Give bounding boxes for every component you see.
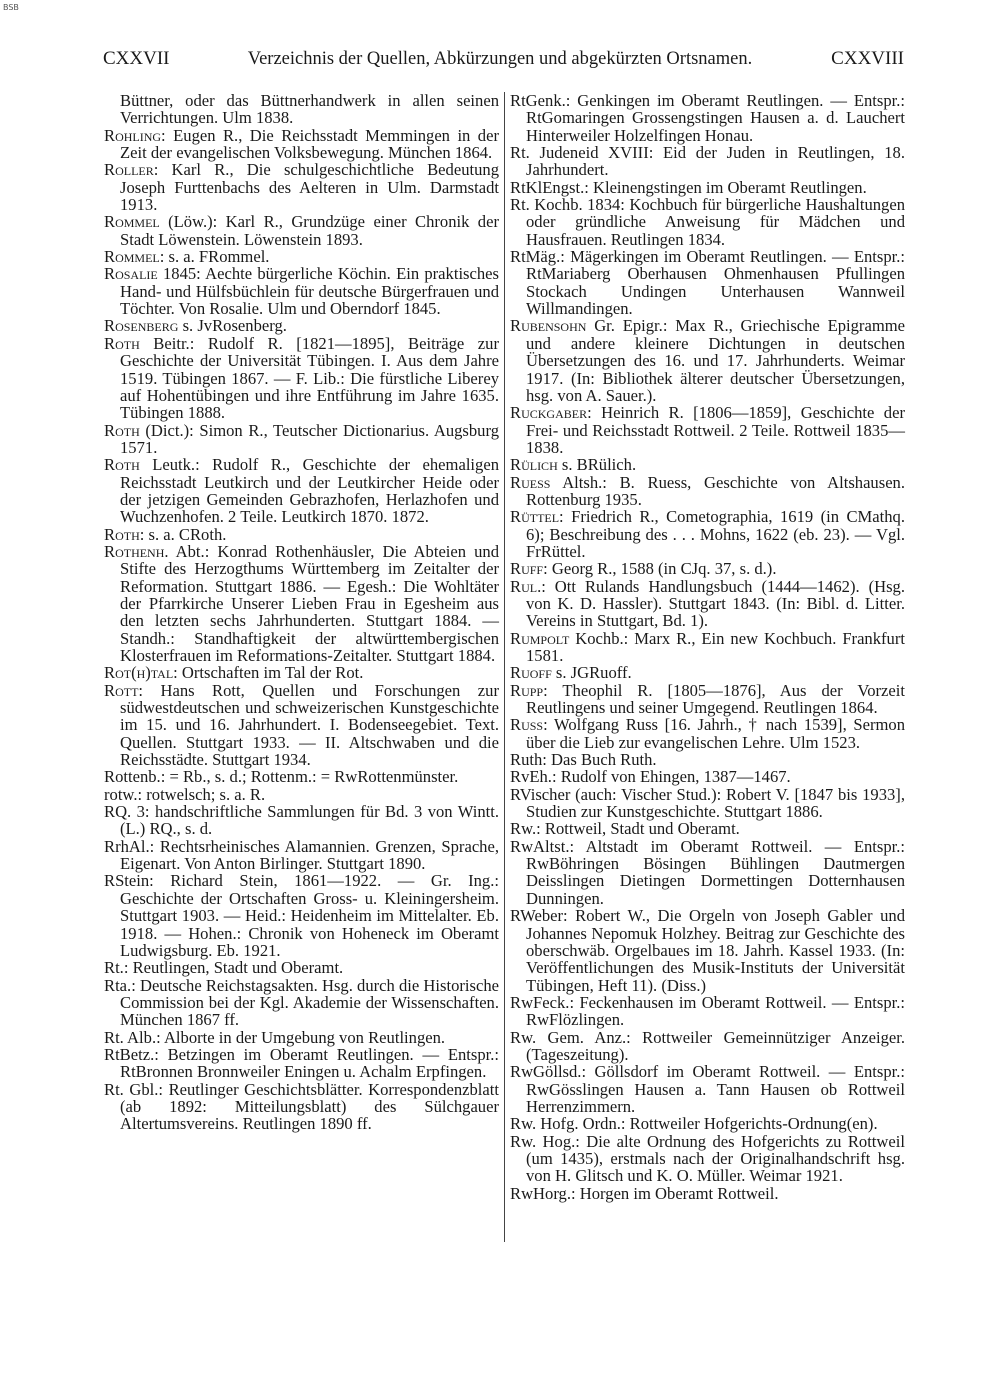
entry-text: RwAltst.: Altstadt im Oberamt Rottweil. — Entspr.: RwBöhringen Bösingen Bühlingen Dautmergen Deisslingen Dietingen Dormettingen Dotternhausen Dunningen. (510, 836, 905, 908)
index-entry (510, 144, 905, 179)
entry-siglum: Ruff: (510, 559, 548, 579)
entry-siglum: Rülich (510, 455, 558, 475)
entry-text: Rw. Hog.: Die alte Ordnung des Hofgerichts zu Rottweil (um 1435), erstmals nach der Originalhandschrift hsg. von H. Glitsch und K. O. Müller. Weimar 1921. (510, 1131, 905, 1186)
index-entry (510, 716, 905, 751)
entry-siglum: Rosenberg (104, 316, 179, 336)
index-entry (510, 1185, 905, 1202)
entry-siglum: Rohling: (104, 125, 166, 145)
entry-siglum: Rubensohn (510, 316, 587, 336)
entry-text: Rw.: Rottweil, Stadt und Oberamt. (510, 819, 740, 839)
entry-siglum: Rommel: (104, 247, 165, 267)
entry-siglum: Russ: (510, 715, 548, 735)
index-entry (510, 1115, 905, 1132)
index-entry (510, 404, 905, 456)
index-entry (104, 664, 499, 681)
entry-siglum: Rott: (104, 680, 144, 700)
index-entry (104, 422, 499, 457)
entry-text: Abt.: Konrad Rothenhäusler, Die Abteien und Stifte des Herzogthums Württemberg im Zeitalter der Reformation. Stuttgart 1886. — Egesh.: Die Wohltäter der Pfarrkirche Unserer Lieben Frau in Egesheim aus den letzten sechs Jahrhunderten. Stuttgart 1884. — Standh.: Standhaftigkeit der altwürttembergischen Klosterfrauen im Reformations-Zeitalter. Stuttgart 1884. (120, 541, 499, 665)
entry-text: Leutk.: Rudolf R., Geschichte der ehemaligen Reichsstadt Leutkirch und der Leutkircher Heide oder der jetzigen Gemeinden Gebrazhofen, Herlazhofen und Wuchzenhofen. 2 Teile. Leutkirch 1870. 1872. (120, 455, 499, 527)
entry-text: RtMäg.: Mägerkingen im Oberamt Reutlingen. — Entspr.: RtMariaberg Oberhausen Ohmenhausen Pfullingen Stockach Undingen Unterhausen Wannweil Willmandingen. (510, 247, 905, 319)
entry-text: RQ. 3: handschriftliche Sammlungen für Bd. 3 von Wintt. (L.) RQ., s. d. (104, 802, 499, 839)
entry-text: Rw. Hofg. Ordn.: Rottweiler Hofgerichts-Ordnung(en). (510, 1114, 878, 1134)
index-entry (104, 317, 499, 334)
entry-text: Altsh.: B. Ruess, Geschichte von Altshausen. Rottenburg 1935. (526, 472, 905, 509)
entry-text: Heinrich R. [1806—1859], Geschichte der Frei- und Reichsstadt Rottweil. 2 Teile. Rottweil 1835—1838. (526, 403, 905, 457)
index-entry (510, 1029, 905, 1064)
index-entry (104, 959, 499, 976)
entry-siglum: Rupp: (510, 680, 548, 700)
index-entry (104, 838, 499, 873)
entry-text: RwHorg.: Horgen im Oberamt Rottweil. (510, 1183, 779, 1203)
entry-text: RtBetz.: Betzingen im Oberamt Reutlingen. — Entspr.: RtBronnen Bronnweiler Eningen u. Achalm Erpfingen. (104, 1044, 499, 1082)
index-entry (104, 872, 499, 959)
index-entry (104, 803, 499, 838)
entry-text: Eugen R., Die Reichsstadt Memmingen in der Zeit der evangelischen Volksbewegung. München 1864. (120, 125, 499, 163)
entry-text: RWeber: Robert W., Die Orgeln von Joseph Gabler und Johannes Nepomuk Holzhey. Beitrag zur Geschichte des oberschwäb. Orgelbaues im 18. Jahrh. Kassel 1933. (In: Veröffentlichungen des Musik-Instituts der Universität Tübingen, Heft 11). (Diss.) (510, 906, 905, 995)
page-number-right: CXXVIII (831, 48, 904, 69)
index-entry (510, 578, 905, 630)
index-entry (104, 456, 499, 525)
entry-text: RwGöllsd.: Göllsdorf im Oberamt Rottweil. — Entspr.: RwGösslingen Hausen a. Tann Hausen ob Rottweil Herrenzimmern. (510, 1062, 905, 1116)
entry-siglum: Rul.: (510, 576, 546, 596)
index-entry (510, 456, 905, 473)
index-entry (104, 248, 499, 265)
page-number-left: CXXVII (103, 48, 170, 69)
entry-text: Rta.: Deutsche Reichstagsakten. Hsg. durch die Historische Commission bei der Kgl. Akademie der Wissenschaften. München 1867 ff. (104, 975, 499, 1030)
library-mark: BSB (3, 3, 19, 12)
index-entry (510, 179, 905, 196)
index-entry (510, 560, 905, 577)
entry-siglum: Roth (104, 455, 140, 475)
index-entry (510, 768, 905, 785)
index-entry (104, 682, 499, 769)
entry-text: Gr. Epigr.: Max R., Griechische Epigramme und andere kleinere Dichtungen in deutschen Übersetzungen des 16. und 17. Jahrhunderts. Weimar 1917. (In: Bibliothek älterer deutscher Übersetzungen, hsg. von A. Sauer.). (526, 316, 905, 405)
entry-siglum: Roth (104, 420, 140, 440)
entry-text: (Dict.): Simon R., Teutscher Dictionarius. Augsburg 1571. (120, 420, 499, 457)
entry-text: Büttner, oder das Büttnerhandwerk in allen seinen Verrichtungen. Ulm 1838. (120, 91, 499, 128)
index-entry (510, 994, 905, 1029)
index-entry (104, 977, 499, 1029)
index-entry (104, 92, 499, 127)
index-entry (510, 820, 905, 837)
entry-text: RtKlEngst.: Kleinengstingen im Oberamt Reutlingen. (510, 177, 867, 197)
index-entry (510, 1133, 905, 1185)
entry-text: RStein: Richard Stein, 1861—1922. — Gr. Ing.: Geschichte der Ortschaften Gross- u. Kleiningersheim. Stuttgart 1903. — Heid.: Heidenheim im Mittelalter. Eb. 1918. — Hohen.: Chronik von Hoheneck im Oberamt Ludwigsburg. Eb. 1921. (104, 871, 499, 960)
entry-text: RvEh.: Rudolf von Ehingen, 1387—1467. (510, 767, 791, 787)
entry-siglum: Rüttel: (510, 507, 564, 527)
index-entry (104, 1046, 499, 1081)
entry-text: Ortschaften im Tal der Rot. (177, 663, 364, 683)
entry-text: s. BRülich. (557, 455, 637, 475)
index-entry (510, 751, 905, 768)
index-entry (510, 317, 905, 404)
entry-text: Rt. Gbl.: Reutlinger Geschichtsblätter. Korrespondenzblatt (ab 1892: Mitteilungsblatt) des Sülchgauer Altertumsvereins. Reutlingen 1890 ff. (104, 1079, 499, 1134)
index-entry (510, 682, 905, 717)
page-title: Verzeichnis der Quellen, Abkürzungen und abgekürzten Ortsnamen. (247, 49, 753, 69)
index-entry (510, 474, 905, 509)
index-entry (104, 161, 499, 213)
index-entry (510, 196, 905, 248)
entry-text: Beitr.: Rudolf R. [1821—1895], Beiträge zur Geschichte der Universität Tübingen. I. Aus dem Jahre 1519. Tübingen 1867. — F. Lib.: Die fürstliche Liberey auf Hohentübingen und ihre Entführung im Jahre 1635. Tübingen 1888. (120, 333, 499, 423)
index-entry (104, 526, 499, 543)
index-entry (510, 508, 905, 560)
index-entry (510, 838, 905, 907)
entry-text: s. a. CRoth. (144, 524, 227, 544)
entry-text: s. a. FRommel. (164, 247, 270, 267)
entry-text: Rt. Alb.: Alborte in der Umgebung von Reutlingen. (104, 1027, 446, 1047)
entry-siglum: Rumpolt (510, 628, 570, 648)
entry-text: Rw. Gem. Anz.: Rottweiler Gemeinnütziger Anzeiger. (Tageszeitung). (510, 1027, 905, 1064)
entry-siglum: Roth: (104, 524, 145, 544)
entry-text: RtGenk.: Genkingen im Oberamt Reutlingen. — Entspr.: RtGomaringen Grossengstingen Hausen a. d. Lauchert Hinterweiler Holzelfingen Honau. (510, 91, 905, 145)
index-entry (104, 1081, 499, 1133)
entry-text: RrhAl.: Rechtsrheinisches Alamannien. Grenzen, Sprache, Eigenart. Von Anton Birlinger. Stuttgart 1890. (104, 836, 499, 874)
index-entry (104, 1029, 499, 1046)
entry-siglum: Roller: (104, 160, 159, 180)
index-entry (510, 92, 905, 144)
entry-text: Rt. Judeneid XVIII: Eid der Juden in Reutlingen, 18. Jahrhundert. (510, 143, 905, 180)
entry-text: Ott Rulands Handlungsbuch (1444—1462). (Hsg. von K. D. Hassler). Stuttgart 1843. (In: Bibl. d. Litter. Vereins in Stuttgart, Bd. 1). (526, 576, 905, 631)
index-entry (104, 213, 499, 248)
index-entry (510, 248, 905, 317)
entry-siglum: Rosalie (104, 264, 158, 284)
index-entry (510, 630, 905, 665)
entry-text: Theophil R. [1805—1876], Aus der Vorzeit Reutlingens und seiner Umgegend. Reutlingen 1864. (526, 680, 905, 718)
index-entry (510, 786, 905, 821)
index-entry (510, 1063, 905, 1115)
index-entry (104, 543, 499, 664)
entry-siglum: Roth (104, 333, 140, 353)
right-column (510, 92, 905, 1202)
index-entry (104, 265, 499, 317)
entry-text: Kochb.: Marx R., Ein new Kochbuch. Frankfurt 1581. (526, 628, 905, 665)
left-column (104, 92, 499, 1133)
entry-text: Georg R., 1588 (in CJq. 37, s. d.). (547, 559, 777, 579)
entry-text: Ruth: Das Buch Ruth. (510, 750, 657, 770)
entry-text: Rt.: Reutlingen, Stadt und Oberamt. (104, 958, 344, 978)
entry-text: RwFeck.: Feckenhausen im Oberamt Rottweil. — Entspr.: RwFlözlingen. (510, 992, 905, 1030)
entry-text: Hans Rott, Quellen und Forschungen zur südwestdeutschen und schweizerischen Kunstgeschichte im 15. und 16. Jahrhundert. I. Bodenseegebiet. Text. Quellen. Stuttgart 1933. — II. Altschwaben und die Reichsstädte. Stuttgart 1934. (120, 680, 499, 770)
entry-text: Rottenb.: = Rb., s. d.; Rottenm.: = RwRottenmünster. (104, 767, 459, 787)
entry-siglum: Ruess (510, 472, 551, 492)
entry-text: s. JGRuoff. (551, 663, 632, 683)
index-entry (104, 127, 499, 162)
index-entry (104, 786, 499, 803)
entry-siglum: Rommel (104, 212, 160, 232)
entry-text: 1845: Aechte bürgerliche Köchin. Ein praktisches Hand- und Hülfsbüchlein für deutsche Bürgerfrauen und Töchter. Von Rosalie. Ulm und Oberndorf 1845. (120, 264, 499, 319)
entry-text: Karl R., Die schulgeschichtliche Bedeutung Joseph Furttenbachs des Aelteren in Ulm. Darmstadt 1913. (120, 160, 499, 215)
entry-siglum: Ruoff (510, 663, 552, 683)
index-entry (104, 335, 499, 422)
entry-text: RVischer (auch: Vischer Stud.): Robert V. [1847 bis 1933], Studien zur Kunstgeschichte. Stuttgart 1886. (510, 784, 905, 822)
entry-text: Friedrich R., Cometographia, 1619 (in CMathq. 6); Beschreibung des . . . Mohns, 1622 (eb. 23). — Vgl. FrRüttel. (526, 507, 905, 561)
entry-text: Rt. Kochb. 1834: Kochbuch für bürgerliche Haushaltungen oder gründliche Anweisung für Mädchen und Hausfrauen. Reutlingen 1834. (510, 195, 905, 249)
entry-siglum: Ruckgaber: (510, 403, 592, 423)
index-entry (104, 768, 499, 785)
column-divider (504, 92, 505, 1242)
entry-text: Wolfgang Russ [16. Jahrh., † nach 1539], Sermon über die Lieb zur evangelischen Lehre. Ulm 1523. (526, 715, 905, 752)
index-entry (510, 907, 905, 994)
entry-text: s. JvRosenberg. (178, 316, 287, 336)
entry-siglum: Rothenh. (104, 541, 169, 561)
index-entry (510, 664, 905, 681)
entry-siglum: Rot(h)tal: (104, 663, 178, 683)
entry-text: rotw.: rotwelsch; s. a. R. (104, 784, 266, 804)
entry-text: (Löw.): Karl R., Grundzüge einer Chronik der Stadt Löwenstein. Löwenstein 1893. (120, 212, 499, 249)
